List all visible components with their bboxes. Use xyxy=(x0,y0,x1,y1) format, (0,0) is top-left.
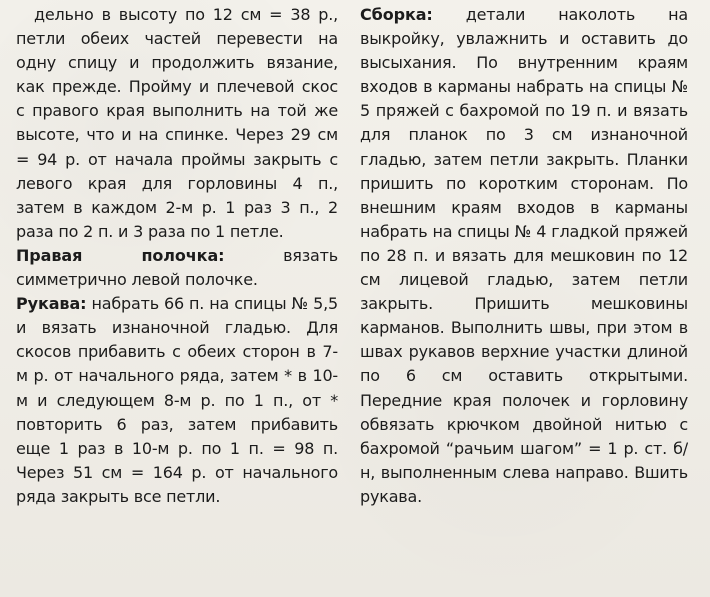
right-front-text: вязать симметрично левой полочке. xyxy=(16,245,338,290)
sleeves-text: набрать 66 п. на спицы № 5,5 и вязать изнаночной гладью. Для скосов прибавить с обеих сторон в 7-м р. от начального ряда, затем * в 10-м и следующем 8-м р. по 1 п., от * повторить 6 раз, затем прибавить еще 1 раз в 10-м р. по 1 п. = 98 п. Через 51 см = 164 р. от начального ряда закрыть все петли. xyxy=(16,294,338,506)
assembly-heading: Сборка: xyxy=(360,5,433,24)
right-front-heading: Правая полочка: xyxy=(16,245,225,265)
left-text-column xyxy=(16,3,338,597)
assembly-paragraph xyxy=(360,3,688,509)
sleeves-heading: Рукава: xyxy=(16,294,87,314)
sleeves-paragraph xyxy=(16,292,338,509)
right-front-paragraph xyxy=(16,244,338,292)
assembly-text: детали наколоть на выкройку, увлажнить и оставить до высыхания. По внутренним краям входов в карманы набрать на спицы № 5 пряжей с бахромой по 19 п. и вязать для планок по 3 см изнаночной гладью, затем петли закрыть. Планки пришить по коротким сторонам. По внешним краям входов в карманы набрать на спицы № 4 гладкой пряжей по 28 п. и вязать для мешковин по 12 см лицевой гладью, затем петли закрыть. Пришить мешковины карманов. Выполнить швы, при этом в швах рукавов верхние участки длиной по 6 см оставить открытыми. Передние края полочек и горловину обвязать крючком двойной нитью с бахромой “рачьим шагом” = 1 р. ст. б/н, выполненным слева направо. Вшить рукава. xyxy=(360,5,688,506)
left-front-continuation-paragraph: дельно в высоту по 12 см = 38 р., петли обеих частей перевести на одну спицу и продолжить вязание, как прежде. Пройму и плечевой скос с правого края выполнить на той же высоте, что и на спинке. Через 29 см = 94 р. от начала проймы закрыть с левого края для горловины 4 п., затем в каждом 2-м р. 1 раз 3 п., 2 раза по 2 п. и 3 раза по 1 петле. xyxy=(16,5,338,241)
right-text-column xyxy=(360,3,688,597)
